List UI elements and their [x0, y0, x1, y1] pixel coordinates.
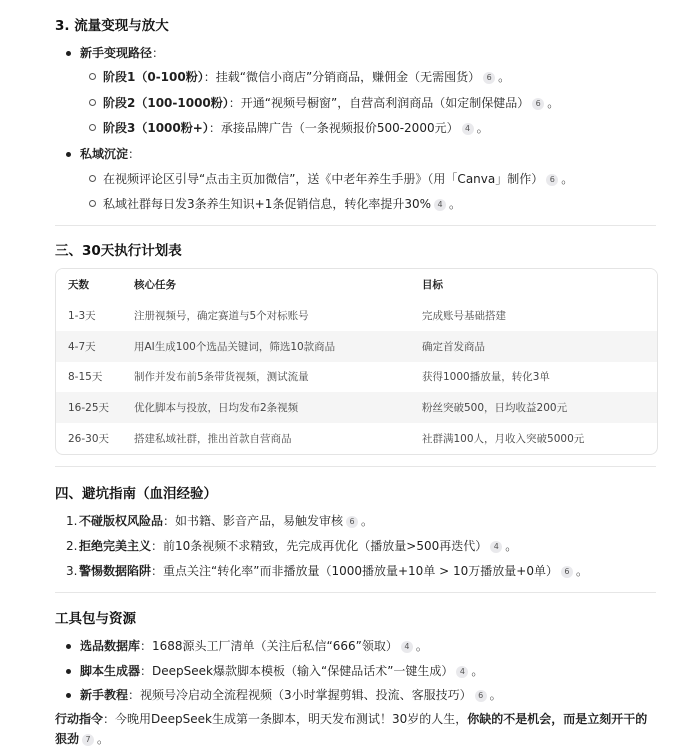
bullet-private-domain: 私域沉淀：: [67, 145, 140, 162]
bullet-label: 新手变现路径: [80, 46, 153, 60]
list-item: 新手教程：视频号冷启动全流程视频（3小时掌握剪辑、投流、客服技巧） 6 。: [67, 686, 502, 703]
list-item: 阶段3（1000粉+）：承接品牌广告（一条视频报价500-2000元） 4 。: [89, 119, 489, 136]
table-cell: 16-25天: [68, 402, 110, 415]
list-item: 选品数据库：1688源头工厂清单（关注后私信“666”领取） 4 。: [67, 637, 428, 654]
citation-badge[interactable]: 4: [456, 666, 468, 678]
divider: [55, 225, 656, 226]
table-cell: 用AI生成100个选品关键词，筛选10款商品: [134, 340, 336, 353]
action-instruction: 行动指令：今晚用DeepSeek生成第一条脚本，明天发布测试！30岁的人生，你缺的不是机会，而是立刻开干的狠劲 7 。: [55, 712, 648, 746]
table-cell: 26-30天: [68, 433, 110, 446]
table-cell: 搭建私域社群，推出首款自营商品: [134, 433, 292, 446]
divider: [55, 466, 656, 467]
list-item: 1. 不碰版权风险品：如书籍、影音产品，易触发审核 6 。: [66, 514, 374, 528]
table-row: [56, 392, 657, 423]
table-header-cell: 核心任务: [134, 279, 176, 291]
list-item: 在视频评论区引导“点击主页加微信”，送《中老年养生手册》（用「Canva」制作） 6 。: [89, 170, 573, 187]
table-row: [56, 331, 657, 362]
citation-badge[interactable]: 7: [82, 734, 94, 746]
table-header-row: [56, 269, 657, 300]
table-row: [56, 300, 657, 331]
citation-badge[interactable]: 6: [346, 516, 358, 528]
list-item: 3. 警惕数据陷阱：重点关注“转化率”而非播放量（1000播放量+10单 > 10万播放量+0单） 6 。: [66, 564, 588, 578]
list-item: 私域社群每日发3条养生知识+1条促销信息，转化率提升30% 4 。: [89, 195, 461, 212]
citation-badge[interactable]: 6: [546, 174, 558, 186]
citation-badge[interactable]: 6: [532, 98, 544, 110]
citation-badge[interactable]: 6: [561, 566, 573, 578]
table-cell: 4-7天: [68, 340, 96, 353]
table-header-cell: 目标: [422, 279, 443, 291]
table-row: [56, 423, 657, 454]
table-header-cell: 天数: [68, 279, 89, 291]
table-cell: 确定首发商品: [422, 340, 485, 353]
section-title-monetization: 3. 流量变现与放大: [55, 18, 169, 34]
table-cell: 制作并发布前5条带货视频，测试流量: [134, 371, 309, 384]
list-item: 2. 拒绝完美主义：前10条视频不求精致，先完成再优化（播放量>500再迭代） 4 。: [66, 539, 518, 553]
citation-badge[interactable]: 6: [483, 72, 495, 84]
bullet-label: 私域沉淀: [80, 147, 129, 161]
list-item: 阶段2（100-1000粉）：开通“视频号橱窗”，自营高利润商品（如定制保健品） 6 。: [89, 94, 559, 111]
table-cell: 获得1000播放量，转化3单: [422, 371, 550, 384]
divider: [55, 592, 656, 593]
table-cell: 8-15天: [68, 371, 103, 384]
table-cell: 完成账号基础搭建: [422, 309, 506, 322]
citation-badge[interactable]: 4: [434, 199, 446, 211]
table-row: [56, 362, 657, 393]
list-item: 脚本生成器：DeepSeek爆款脚本模板（输入“保健品话术”一键生成） 4 。: [67, 662, 483, 679]
section-title-pitfalls: 四、避坑指南（血泪经验）: [55, 486, 217, 502]
table-cell: 社群满100人，月收入突破5000元: [422, 433, 585, 446]
table-cell: 注册视频号，确定赛道与5个对标账号: [134, 309, 309, 322]
bullet-monetization-path: 新手变现路径：: [67, 44, 164, 61]
section-title-tools: 工具包与资源: [55, 611, 136, 627]
list-item: 阶段1（0-100粉）：挂载“微信小商店”分销商品，赚佣金（无需囤货） 6 。: [89, 68, 510, 85]
plan-table: [55, 268, 658, 455]
table-cell: 粉丝突破500，日均收益200元: [422, 402, 568, 415]
citation-badge[interactable]: 6: [475, 690, 487, 702]
citation-badge[interactable]: 4: [401, 641, 413, 653]
table-cell: 1-3天: [68, 309, 96, 322]
table-cell: 优化脚本与投放，日均发布2条视频: [134, 402, 299, 415]
section-title-30day-plan: 三、30天执行计划表: [55, 243, 182, 259]
citation-badge[interactable]: 4: [490, 541, 502, 553]
citation-badge[interactable]: 4: [462, 123, 474, 135]
